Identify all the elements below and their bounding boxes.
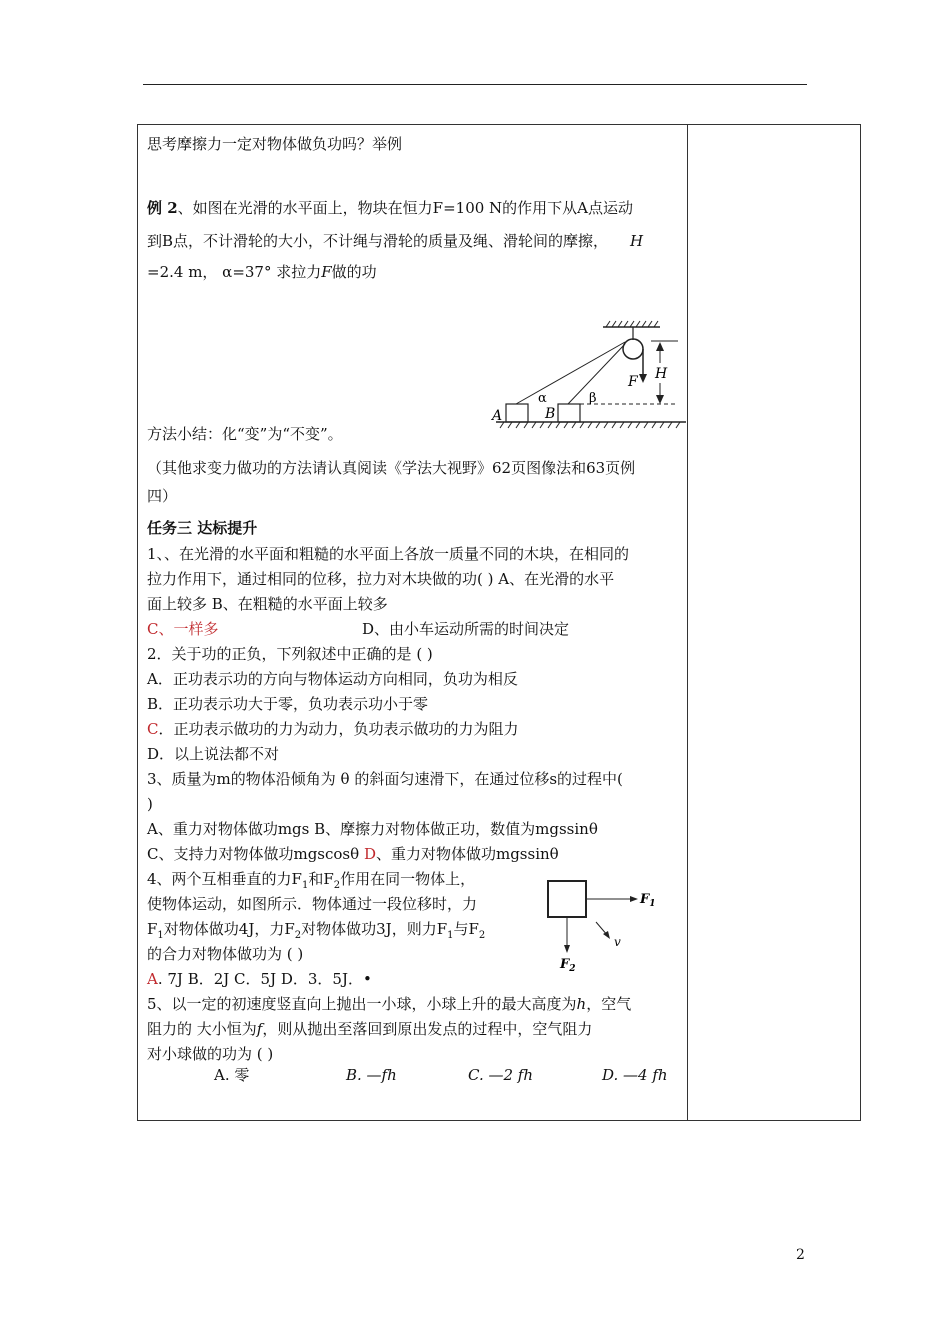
q5-option-c: C. —2 fh — [468, 1066, 534, 1084]
label-A: A — [492, 408, 503, 424]
method-summary: 方法小结：化“变”为“不变”。 — [147, 425, 343, 443]
q1-line1: 1、、在光滑的水平面和粗糙的水平面上各放一质量不同的木块，在相同的 — [147, 545, 630, 563]
q1-line2: 拉力作用下，通过相同的位移，拉力对木块做的功( ) A、在光滑的水平 — [147, 570, 615, 588]
example2-line1 — [147, 198, 633, 218]
q1-option-d: D、由小车运动所需的时间决定 — [362, 620, 570, 638]
page-number: 2 — [796, 1247, 805, 1263]
ground-hatch — [500, 422, 680, 428]
label-beta: β — [589, 391, 597, 406]
q5-line3: 对小球做的功为 ( ) — [147, 1045, 274, 1063]
q2-option-a: A．正功表示功的方向与物体运动方向相同，负功为相反 — [147, 670, 518, 688]
label-F1: $F_1$ — [640, 892, 656, 909]
q4-options-text: . 7J B．2J C．5J D．3．5J．• — [157, 970, 372, 988]
label-alpha: α — [538, 391, 547, 406]
q2-stem: 2．关于功的正负，下列叙述中正确的是 ( ) — [147, 645, 433, 663]
example2-F: F — [321, 263, 332, 281]
q2-option-b: B．正功表示功大于零，负功表示功小于零 — [147, 695, 429, 713]
q3-option-c: C、支持力对物体做功mgscosθ — [147, 845, 364, 863]
q5-line1-text: 5、以一定的初速度竖直向上抛出一小球，小球上升的最大高度为 — [147, 995, 577, 1013]
q2-option-c-text: ．正功表示做功的力为动力，负功表示做功的力为阻力 — [158, 720, 519, 738]
q4-option-a-letter: A — [147, 970, 158, 988]
q4-line3-sub2: 2 — [294, 930, 302, 941]
q2-option-d: D．以上说法都不对 — [147, 745, 280, 763]
q4-line3-sub1: 1 — [157, 930, 164, 941]
v-arrow-head — [603, 931, 610, 939]
q4-sub2: 2 — [333, 880, 341, 891]
q2-option-c — [147, 719, 519, 739]
q5-option-b: B. —fh — [346, 1066, 397, 1084]
q4-line3-c: 对物体做功3J，则力F — [301, 920, 448, 938]
ceiling-hatch — [606, 321, 658, 327]
force-arrow-head — [639, 374, 647, 383]
q3-option-d-text: 、重力对物体做功mgssinθ — [375, 845, 559, 863]
forces-figure — [540, 876, 670, 976]
q2-option-c-letter: C — [147, 720, 159, 738]
note-line1: （其他求变力做功的方法请认真阅读《学法大视野》62页图像法和63页例 — [147, 459, 636, 477]
label-H: H — [655, 366, 668, 382]
example2-text1: 、如图在光滑的水平面上，物块在恒力F=100 N的作用下从A点运动 — [177, 199, 634, 217]
q4-line3-b: 对物体做功4J，力F — [163, 920, 295, 938]
table-column-divider — [687, 125, 688, 1120]
q4-line3-sub1b: 1 — [447, 930, 454, 941]
F1-arrow-head — [630, 896, 638, 902]
example2-H: H — [630, 232, 644, 250]
q4-line3-d: 与F — [453, 920, 479, 938]
q4-line1 — [147, 869, 475, 896]
q4-sub1: 1 — [301, 880, 309, 891]
q4-line1-c: 作用在同一物体上， — [340, 870, 476, 888]
q1-line3: 面上较多 B、在粗糙的水平面上较多 — [147, 595, 388, 613]
example2-line3 — [147, 262, 377, 282]
pulley-wheel — [623, 339, 643, 359]
think-question: 思考摩擦力一定对物体做负功吗？举例 — [147, 135, 403, 153]
rope-to-A — [516, 342, 625, 404]
q5-line1-end: ，空气 — [586, 995, 632, 1013]
q4-line2: 使物体运动，如图所示．物体通过一段位移时，力 — [147, 895, 478, 913]
example2-text3: =2.4 m， α=37° 求拉力 — [147, 263, 322, 281]
pulley-figure — [488, 318, 688, 430]
header-rule — [143, 84, 807, 85]
label-F2: $F_2$ — [560, 957, 576, 974]
example2-line2 — [147, 231, 643, 251]
q4-line1-a: 4、两个互相垂直的力F — [147, 870, 302, 888]
q5-f: f — [256, 1020, 263, 1038]
q3-line2: ) — [147, 795, 153, 813]
object-box — [548, 881, 586, 917]
q4-line1-b: 和F — [308, 870, 334, 888]
q4-line3-a: F — [147, 920, 158, 938]
example2-text2: 到B点，不计滑轮的大小，不计绳与滑轮的质量及绳、滑轮间的摩擦， — [147, 232, 609, 250]
q3-option-d-letter: D — [363, 845, 376, 863]
q5-line1 — [147, 994, 631, 1014]
block-B — [558, 404, 580, 422]
block-A — [506, 404, 528, 422]
H-arrow-down-head — [656, 395, 664, 404]
q5-h: h — [576, 995, 587, 1013]
q3-line1: 3、质量为m的物体沿倾角为 θ 的斜面匀速滑下，在通过位移s的过程中( — [147, 770, 623, 788]
H-arrow-up-head — [656, 342, 664, 351]
q5-line2-b: ，则从抛出至落回到原出发点的过程中，空气阻力 — [262, 1020, 593, 1038]
q3-options-cd — [147, 844, 559, 864]
label-B: B — [545, 406, 556, 422]
q3-options-ab: A、重力对物体做功mgs B、摩擦力对物体做正功，数值为mgssinθ — [147, 820, 598, 838]
q5-line2-a: 阻力的 大小恒为 — [147, 1020, 257, 1038]
example2-label: 例 2 — [147, 199, 178, 217]
F2-arrow-head — [564, 945, 570, 953]
example2-text3-end: 做的功 — [331, 263, 377, 281]
q1-option-c: C、一样多 — [147, 620, 219, 638]
q5-line2 — [147, 1019, 592, 1039]
label-F: F — [628, 374, 638, 390]
q4-options — [147, 969, 372, 989]
q5-option-a: A. 零 — [214, 1066, 250, 1084]
q4-line4: 的合力对物体做功为 ( ) — [147, 945, 304, 963]
q4-line3-sub2b: 2 — [478, 930, 486, 941]
q5-option-d: D. —4 fh — [602, 1066, 668, 1084]
label-v: v — [614, 935, 621, 949]
task3-title: 任务三 达标提升 — [147, 519, 258, 537]
note-line2: 四） — [147, 487, 178, 505]
q4-line3 — [147, 919, 485, 946]
